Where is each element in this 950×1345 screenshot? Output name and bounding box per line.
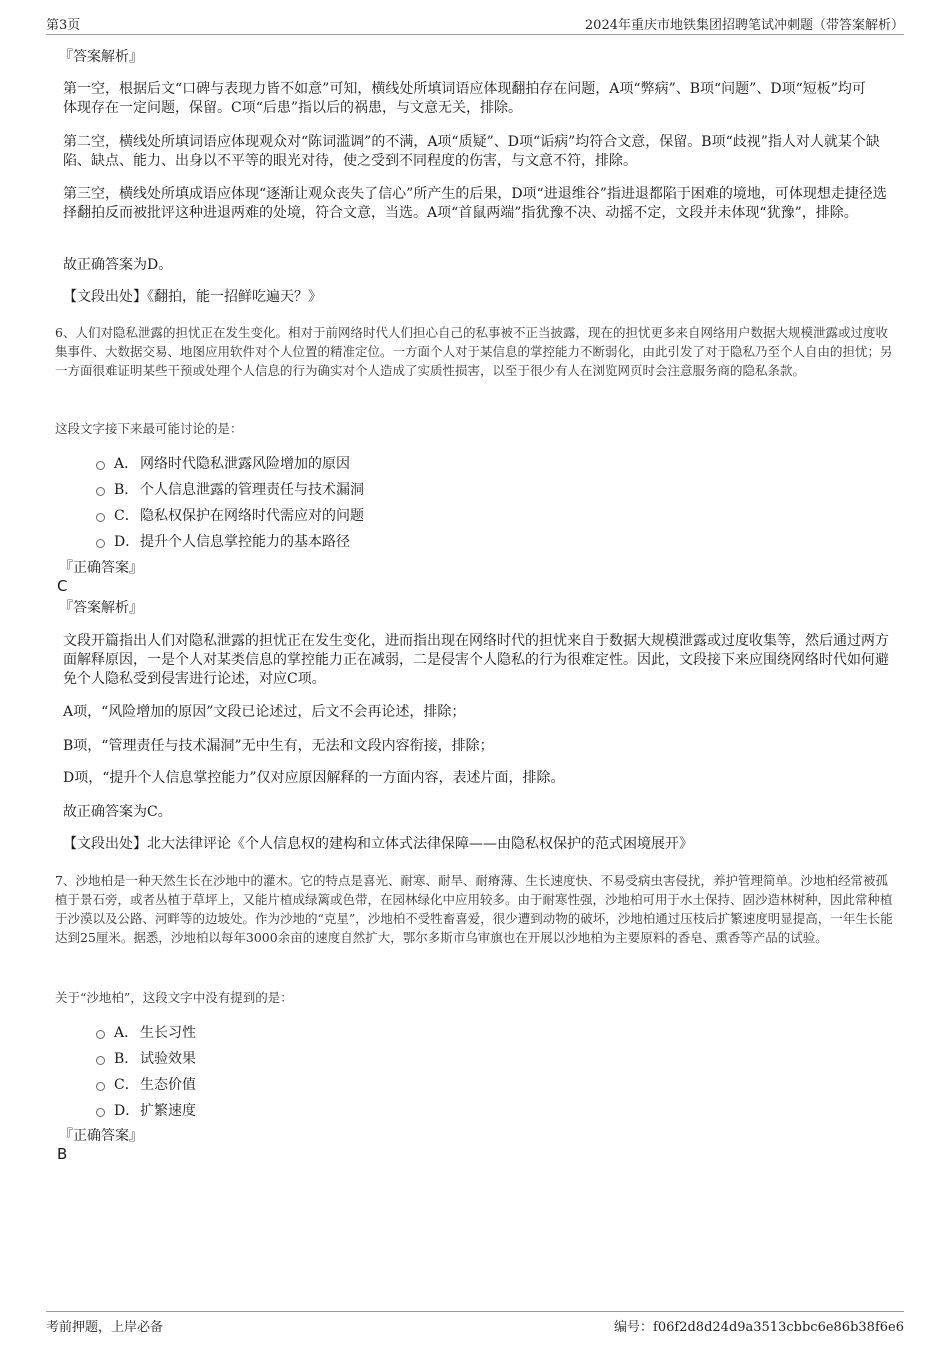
q7-option-b[interactable]: B． 试验效果 (96, 1048, 196, 1068)
question-7-prompt: 关于“沙地柏”，这段文字中没有提到的是： (55, 990, 293, 1005)
q7-answer-heading: 『正确答案』 (59, 1128, 143, 1144)
radio-icon[interactable] (96, 1108, 105, 1117)
document-title: 2024年重庆市地铁集团招聘笔试冲刺题（带答案解析） (584, 18, 904, 33)
prev-analysis-para-3: 第三空，横线处所填成语应体现“逐渐让观众丧失了信心”所产生的后果，D项“进退维谷”指进退都陷于困难的境地，可体现想走捷径选择翻拍反而被批评这种进退两难的处境，符合文意，当选。A项“首鼠两端”指犹豫不决、动摇不定，文段并未体现“犹豫”，排除。 (63, 186, 887, 221)
q6-analysis-para-2: A项，“风险增加的原因”文段已论述过，后文不会再论述，排除； (63, 704, 466, 720)
prev-analysis-para-2: 第二空，横线处所填词语应体现观众对“陈词滥调”的不满，A项“质疑”、D项“诟病”均符合文意，保留。B项“歧视”指人对人就某个缺陷、缺点、能力、出身以不平等的眼光对待，使之受到不同程度的伤害，与文意不符，排除。 (63, 134, 880, 169)
q6-source: 【文段出处】北大法律评论《个人信息权的建构和立体式法律保障——由隐私权保护的范式困境展开》 (63, 836, 693, 852)
q6-analysis-para-1: 文段开篇指出人们对隐私泄露的担忧正在发生变化，进而指出现在网络时代的担忧来自于数据大规模泄露或过度收集等，然后通过两方面解释原因，一是个人对某类信息的掌控能力正在减弱，二是侵害个人隐私的行为很难定性。因此，文段接下来应围绕网络时代如何避免个人隐私受到侵害进行论述，对应C项。 (63, 633, 889, 687)
prev-conclusion: 故正确答案为D。 (63, 257, 173, 273)
q6-answer-heading: 『正确答案』 (59, 560, 143, 576)
radio-icon[interactable] (96, 1030, 105, 1039)
radio-icon[interactable] (96, 513, 105, 522)
q6-conclusion: 故正确答案为C。 (63, 804, 172, 820)
q6-analysis-heading: 『答案解析』 (59, 600, 143, 616)
prev-analysis-heading: 『答案解析』 (59, 49, 143, 65)
q7-option-c[interactable]: C． 生态价值 (96, 1074, 196, 1094)
q7-option-a[interactable]: A． 生长习性 (96, 1022, 196, 1042)
q6-option-b[interactable]: B． 个人信息泄露的管理责任与技术漏洞 (96, 479, 364, 499)
radio-icon[interactable] (96, 487, 105, 496)
prev-source: 【文段出处】《翻拍，能一招鲜吃遍天？》 (63, 289, 322, 305)
radio-icon[interactable] (96, 1056, 105, 1065)
footer-serial: 编号：f06f2d8d24d9a3513cbbc6e86b38f6e6 (614, 1320, 904, 1335)
radio-icon[interactable] (96, 461, 105, 470)
q7-option-d[interactable]: D． 扩繁速度 (96, 1100, 196, 1120)
question-7-text: 7、沙地柏是一种天然生长在沙地中的灌木。它的特点是喜光、耐寒、耐旱、耐瘠薄、生长速度快、不易受病虫害侵扰，养护管理简单。沙地柏经常被孤植于景石旁，或者丛植于草坪上，又能片植成绿篱或色带，在园林绿化中应用较多。由于耐寒性强，沙地柏可用于水土保持、固沙造林树种，因此常种植于沙漠以及公路、河畔等的边坡处。作为沙地的“克星”，沙地柏不受牲畜喜爱，很少遭到动物的破坏，沙地柏通过压枝后扩繁速度明显提高，一年生长能达到25厘米。据悉，沙地柏以每年3000余亩的速度自然扩大，鄂尔多斯市乌审旗也在开展以沙地柏为主要原料的香皂、熏香等产品的试验。 (55, 873, 893, 945)
q6-analysis-para-3: B项，“管理责任与技术漏洞”无中生有，无法和文段内容衔接，排除； (63, 738, 494, 754)
q6-option-d[interactable]: D． 提升个人信息掌控能力的基本路径 (96, 531, 350, 551)
footer-slogan: 考前押题，上岸必备 (46, 1320, 164, 1335)
page-footer (46, 1311, 904, 1336)
radio-icon[interactable] (96, 539, 105, 548)
page-header (46, 12, 904, 35)
prev-analysis-para-1: 第一空，根据后文“口碑与表现力皆不如意”可知，横线处所填词语应体现翻拍存在问题，A项“弊病”、B项“问题”、D项“短板”均可体现存在一定问题，保留。C项“后患”指以后的祸患，与文意无关，排除。 (63, 81, 866, 116)
page-number: 第3页 (46, 18, 81, 33)
q7-answer: B (57, 1145, 68, 1163)
q6-option-a[interactable]: A． 网络时代隐私泄露风险增加的原因 (96, 453, 350, 473)
radio-icon[interactable] (96, 1082, 105, 1091)
q6-option-c[interactable]: C． 隐私权保护在网络时代需应对的问题 (96, 505, 364, 525)
question-6-prompt: 这段文字接下来最可能讨论的是： (55, 421, 243, 436)
q6-answer: C (57, 577, 68, 595)
q6-analysis-para-4: D项，“提升个人信息掌控能力”仅对应原因解释的一方面内容，表述片面，排除。 (63, 770, 565, 786)
question-6-text: 6、人们对隐私泄露的担忧正在发生变化。相对于前网络时代人们担心自己的私事被不正当披露，现在的担忧更多来自网络用户数据大规模泄露或过度收集事件、大数据交易、地图应用软件对个人位置的精准定位。一方面个人对于某信息的掌控能力不断弱化，由此引发了对于隐私乃至个人自由的担忧；另一方面很难证明某些干预或处理个人信息的行为确实对个人造成了实质性损害，以至于很少有人在浏览网页时会注意服务商的隐私条款。 (55, 325, 893, 378)
